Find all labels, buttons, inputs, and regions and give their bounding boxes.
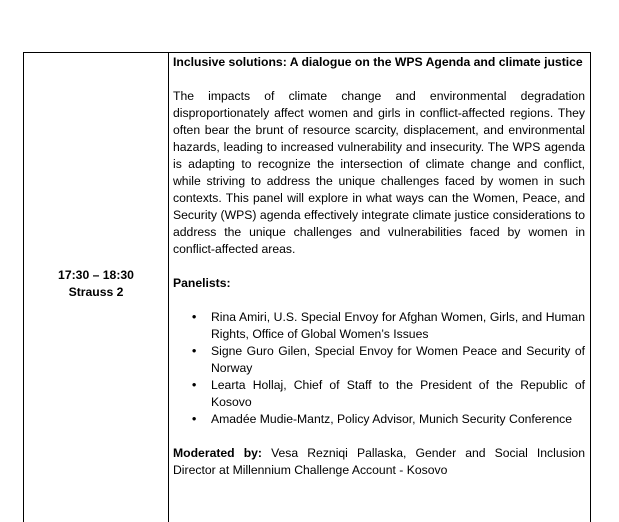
moderator-line [173,445,585,479]
moderated-by-label: Moderated by: [173,446,262,460]
bullet-icon: • [192,378,197,392]
panelist-item [173,309,585,343]
panelist-text: Learta Hollaj, Chief of Staff to the President of the Republic of Kosovo [211,378,585,409]
session-room: Strauss 2 [68,285,124,299]
session-time: 17:30 – 18:30 [58,268,134,282]
agenda-table [23,52,591,522]
bullet-icon: • [192,310,197,324]
panelist-text: Rina Amiri, U.S. Special Envoy for Afghan Women, Girls, and Human Rights, Office of Global Women’s Issues [211,310,585,341]
panelist-text: Amadée Mudie-Mantz, Policy Advisor, Munich Security Conference [211,412,573,426]
panelist-list [173,309,585,428]
bullet-icon: • [192,344,197,358]
session-content [173,54,585,479]
session-title: Inclusive solutions: A dialogue on the WPS Agenda and climate justice [173,55,583,69]
panelist-text: Signe Guro Gilen, Special Envoy for Women Peace and Security of Norway [211,344,585,375]
time-cell [24,267,168,301]
panelist-item [173,411,585,428]
bullet-icon: • [192,412,197,426]
panelist-item [173,377,585,411]
column-divider [168,53,169,522]
session-description: The impacts of climate change and environmental degradation disproportionately affect women and girls in conflict-affected regions. They often bear the brunt of resource scarcity, displacement, and environmental hazards, leading to increased vulnerability and insecurity. The WPS agenda is adapting to recognize the intersection of climate change and conflict, while striving to address the unique challenges faced by women in such contexts. This panel will explore in what ways can the Women, Peace, and Security (WPS) agenda effectively integrate climate justice considerations to address the unique challenges and vulnerabilities faced by women in conflict-affected areas. [173,89,585,256]
panelist-item [173,343,585,377]
moderator-text: Vesa Rezniqi Pallaska, Gender and Social Inclusion Director at Millennium Challenge Account - Kosovo [173,446,585,477]
panelists-label: Panelists: [173,276,231,290]
